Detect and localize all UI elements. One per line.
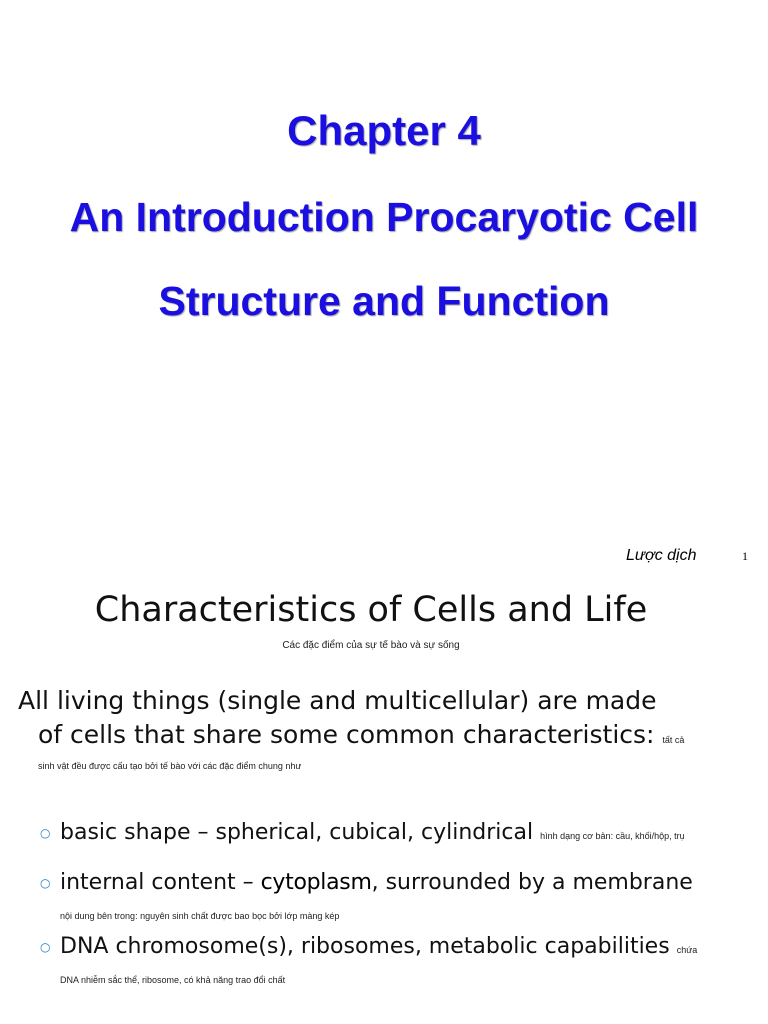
- cytoplasm-highlight: cytoplasm: [260, 870, 372, 895]
- slide-title: Characteristics of Cells and Life: [94, 590, 648, 630]
- bullet-text-before: internal content –: [60, 870, 261, 895]
- intro-line-1: All living things (single and multicellular) are made: [18, 686, 657, 715]
- bullet-translation: DNA nhiễm sắc thể, ribosome, có khả năng trao đổi chất: [60, 975, 286, 985]
- bullet-basic-shape: [40, 818, 760, 848]
- bullet-internal-content: [40, 868, 760, 898]
- intro-paragraph: [18, 684, 758, 752]
- intro-line-2: [18, 718, 758, 752]
- ring-bullet-icon: ○: [40, 940, 51, 954]
- bullet-translation: hình dạng cơ bản: cầu, khối/hộp, trụ: [540, 831, 685, 841]
- translation-note: Lược dịch: [626, 547, 697, 564]
- bullet-translation: nội dung bên trong: nguyên sinh chất được bao bọc bởi lớp màng kép: [60, 911, 340, 921]
- bullet-text: basic shape – spherical, cubical, cylindrical: [60, 820, 534, 845]
- bullet-translation-start: chứa: [676, 945, 698, 955]
- bullet-dna-chromosomes: [40, 932, 760, 962]
- ring-bullet-icon: ○: [40, 876, 51, 890]
- slide-title-translation: Các đặc điểm của sự tế bào và sự sống: [282, 640, 460, 651]
- chapter-title: Chapter 4: [287, 107, 481, 154]
- bullet-text: DNA chromosome(s), ribosomes, metabolic capabilities: [60, 934, 670, 959]
- ring-bullet-icon: ○: [40, 826, 51, 840]
- intro-line-2-text: of cells that share some common characteristics:: [38, 720, 655, 749]
- chapter-subtitle-line-2: Structure and Function: [158, 278, 610, 324]
- page-number: 1: [742, 549, 748, 563]
- bullet-text-after: , surrounded by a membrane: [371, 870, 693, 895]
- intro-translation-start: tất cả: [662, 735, 685, 745]
- intro-translation: sinh vật đều được cấu tạo bởi tế bào với các đặc điểm chung như: [38, 761, 302, 771]
- slide-2: [0, 576, 768, 1024]
- chapter-subtitle-line-1: An Introduction Procaryotic Cell: [69, 194, 699, 240]
